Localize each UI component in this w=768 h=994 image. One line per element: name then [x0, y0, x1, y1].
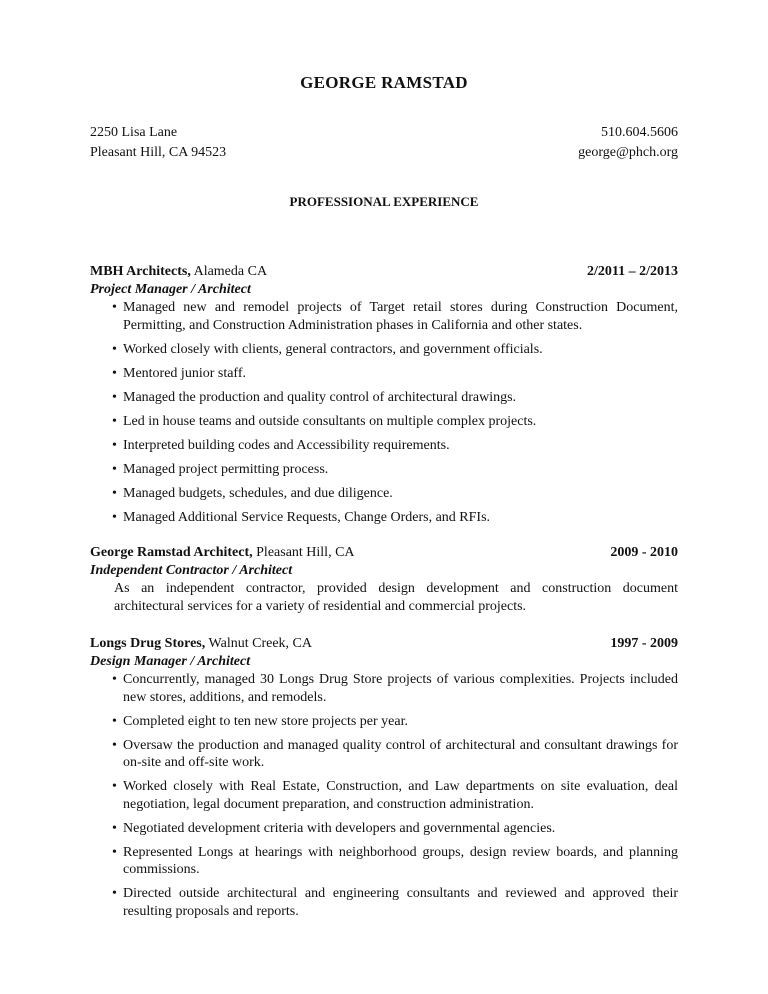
job-company: MBH Architects, — [90, 264, 191, 279]
job-location: Pleasant Hill, CA — [256, 545, 355, 560]
job-description: As an independent contractor, provided design development and construction document architectural services for a variety of residential and commercial projects. — [114, 581, 678, 614]
phone-number: 510.604.5606 — [601, 125, 678, 140]
job-location: Alameda CA — [193, 264, 268, 279]
job-bullet: • Represented Longs at hearings with neighborhood groups, design review boards, and planning commissions. — [90, 844, 678, 879]
job-bullet: • Negotiated development criteria with developers and governmental agencies. — [90, 820, 678, 838]
job-bullets — [90, 299, 678, 526]
job-entry — [90, 543, 678, 616]
job-company: Longs Drug Stores, — [90, 636, 206, 651]
job-dates: 2009 - 2010 — [610, 545, 678, 560]
resume-name: GEORGE RAMSTAD — [300, 73, 468, 92]
job-role: Project Manager / Architect — [90, 282, 251, 297]
job-header — [90, 543, 678, 562]
job-entry — [90, 262, 678, 526]
job-bullet: • Worked closely with clients, general contractors, and government officials. — [90, 341, 678, 359]
contact-block — [90, 123, 678, 163]
address-line-1: 2250 Lisa Lane — [90, 125, 178, 140]
job-header — [90, 634, 678, 653]
email-address: george@phch.org — [578, 145, 678, 160]
address-line-2: Pleasant Hill, CA 94523 — [90, 145, 227, 160]
contact-row-2 — [90, 143, 678, 163]
section-heading: PROFESSIONAL EXPERIENCE — [289, 194, 479, 209]
job-bullets — [90, 671, 678, 920]
job-bullet: • Interpreted building codes and Accessibility requirements. — [90, 437, 678, 455]
job-bullet: • Managed the production and quality control of architectural drawings. — [90, 389, 678, 407]
job-bullet: • Directed outside architectural and engineering consultants and reviewed and approved their resulting proposals and reports. — [90, 885, 678, 920]
experience-list — [90, 262, 678, 927]
job-bullet: • Managed new and remodel projects of Target retail stores during Construction Document, Permitting, and Construction Administration phases in California and other states. — [90, 299, 678, 334]
job-bullet: • Completed eight to ten new store projects per year. — [90, 713, 678, 731]
job-company-line — [90, 634, 312, 653]
job-bullet: • Worked closely with Real Estate, Construction, and Law departments on site evaluation, deal negotiation, legal document preparation, and construction administration. — [90, 778, 678, 813]
job-dates: 1997 - 2009 — [610, 636, 678, 651]
job-bullet: • Managed budgets, schedules, and due diligence. — [90, 485, 678, 503]
job-entry — [90, 634, 678, 920]
job-header — [90, 262, 678, 281]
job-dates: 2/2011 – 2/2013 — [586, 264, 678, 279]
job-company-line — [90, 543, 355, 562]
job-role: Design Manager / Architect — [90, 654, 251, 669]
contact-row-1 — [90, 123, 678, 143]
job-location: Walnut Creek, CA — [208, 636, 312, 651]
job-bullet: • Managed project permitting process. — [90, 461, 678, 479]
job-bullet: • Concurrently, managed 30 Longs Drug Store projects of various complexities. Projects included new stores, additions, and remodels. — [90, 671, 678, 706]
job-bullet: • Mentored junior staff. — [90, 365, 678, 383]
job-bullet: • Led in house teams and outside consultants on multiple complex projects. — [90, 413, 678, 431]
job-bullet: • Oversaw the production and managed quality control of architectural and consultant drawings for on-site and off-site work. — [90, 737, 678, 772]
job-company: George Ramstad Architect, — [90, 545, 253, 560]
job-bullet: • Managed Additional Service Requests, Change Orders, and RFIs. — [90, 509, 678, 527]
job-company-line — [90, 262, 267, 281]
job-role: Independent Contractor / Architect — [90, 563, 293, 578]
